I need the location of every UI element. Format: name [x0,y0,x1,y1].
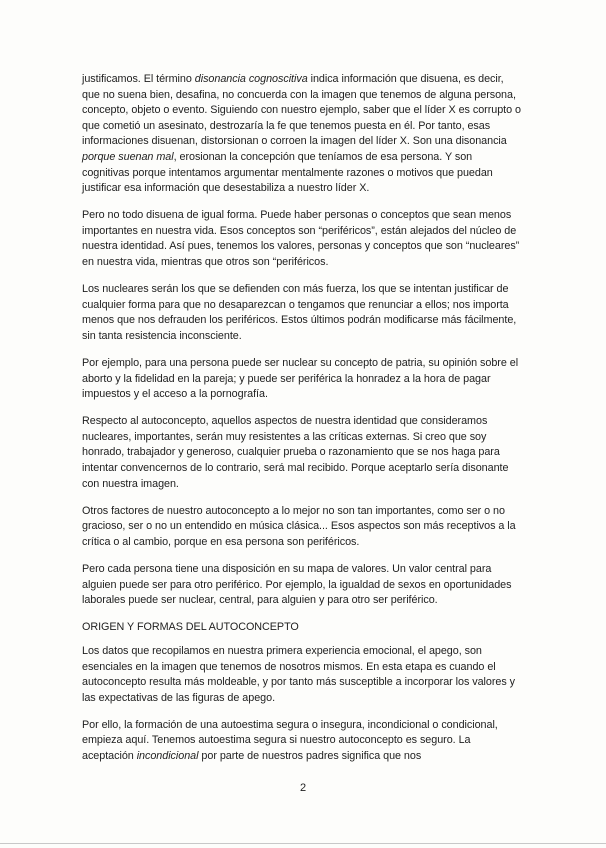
paragraph [82,282,522,344]
section-heading [82,620,522,636]
text-segment: Los datos que recopilamos en nuestra primera experiencia emocional, el apego, son esenciales en la imagen que tenemos de nosotros mismos. En esta etapa es cuando el autoconcepto resulta más moldeable, y por tanto más susceptible a incorporar los valores y las expectativas de las figuras de apego. [82,644,516,704]
paragraph [82,562,522,609]
text-segment: Pero no todo disuena de igual forma. Puede haber personas o conceptos que sean menos importantes en nuestra vida. Esos conceptos son “periféricos”, están alejados del núcleo de nuestra identidad. Así pues, tenemos los valores, personas y conceptos que son “nucleares” en nuestra vida, mientras que otros son “periféricos. [82,209,520,269]
text-segment: por parte de nuestros padres significa que nos [198,749,422,762]
page-number: 2 [299,782,307,794]
paragraph [82,208,522,270]
text-segment: Por ejemplo, para una persona puede ser nuclear su concepto de patria, su opinión sobre el aborto y la fidelidad en la pareja; y puede ser periférica la honradez a la hora de pagar impuestos y el acceso a la pornografía. [82,357,519,401]
paragraph [82,72,522,197]
paragraph [82,504,522,551]
paragraph [82,644,522,706]
text-segment: Pero cada persona tiene una disposición en su mapa de valores. Un valor central para alguien puede ser para otro periférico. Por ejemplo, la igualdad de sexos en oportunidades laborales puede ser nuclear, central, para alguien y para otro ser periférico. [82,563,512,607]
italic-text: disonancia cognoscitiva [194,73,308,85]
paragraph [82,718,522,765]
text-segment: Por ello, la formación de una autoestima segura o insegura, incondicional o condicional, empieza aquí. Tenemos autoestima segura si nuestro autoconcepto es seguro. La aceptación [82,718,498,762]
text-segment: Los nucleares serán los que se defienden con más fuerza, los que se intentan justificar de cualquier forma para que no desaparezcan o tengamos que renunciar a ellos; nos importa menos que nos defrauden los periféricos. Estos últimos podrán modificarse más fácilmente, sin tanta resistencia inconsciente. [82,283,517,342]
paragraph [82,356,522,403]
paragraph [82,414,522,492]
body-text [82,72,522,765]
italic-text: porque suenan mal [82,150,174,163]
text-segment: , erosionan la concepción que teníamos de esa persona. Y son cognitivas porque intentamos argumentar mentalmente razones o motivos que puedan justificar esa información que desestabiliza a nuestro líder X. [82,150,493,195]
text-segment: indica información que disuena, es decir, que no suena bien, desafina, no concuerda con la imagen que tenemos de alguna persona, concepto, objeto o evento. Siguiendo con nuestro ejemplo, saber que el líder X es corrupto o que cometió un asesinato, destrozaría la fe que tenemos puesta en él. Por tanto, esas informaciones disuenan, distorsionan o corroen la imagen del líder X. Son una disonancia [82,73,521,148]
text-segment: ORIGEN Y FORMAS DEL AUTOCONCEPTO [82,621,299,634]
page-bottom-edge [0,843,606,844]
text-segment: Respecto al autoconcepto, aquellos aspectos de nuestra identidad que consideramos nucleares, importantes, serán muy resistentes a las críticas externas. Si creo que soy honrado, trabajador y generoso, cualquier prueba o razonamiento que se nos haga para intentar convencernos de lo contrario, será mal recibido. Porque aceptarlo sería disonante con nuestra imagen. [82,415,509,490]
text-segment: justificamos. El término [82,73,195,85]
text-segment: Otros factores de nuestro autoconcepto a lo mejor no son tan importantes, como ser o no gracioso, ser o no un entendido en música clásica... Esos aspectos son más receptivos a la crítica o al cambio, porque en esa persona son periféricos. [82,504,516,548]
italic-text: incondicional [136,749,199,762]
